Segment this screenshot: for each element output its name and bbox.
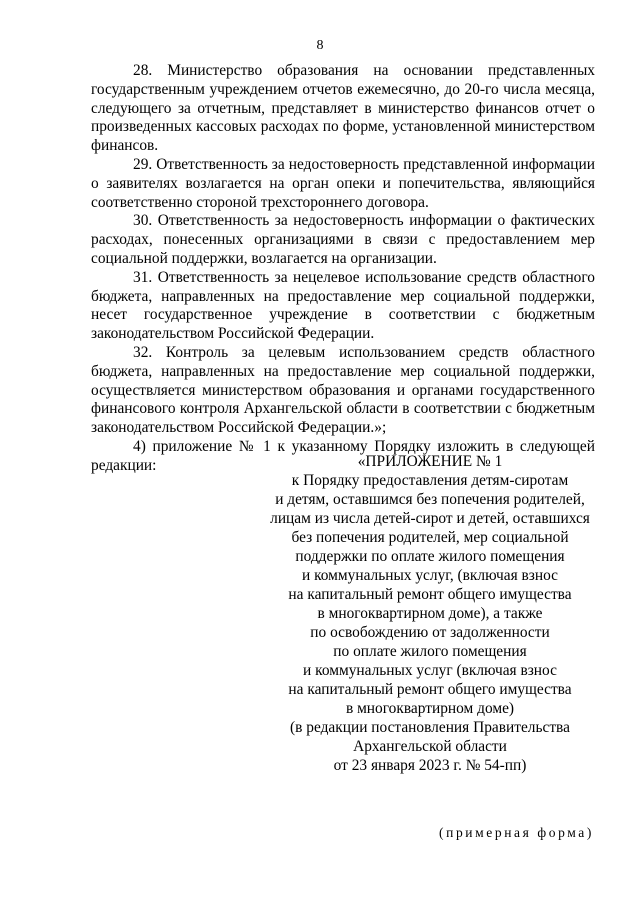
appendix-header	[260, 452, 600, 775]
appendix-line: без попечения родителей, мер социальной	[291, 529, 569, 546]
appendix-line: и коммунальных услуг, (включая взнос	[301, 567, 558, 584]
body-text	[91, 62, 595, 476]
appendix-line: от 23 января 2023 г. № 54-пп)	[333, 757, 527, 774]
appendix-line: в многоквартирном доме)	[345, 700, 515, 717]
appendix-line: лицам из числа детей-сирот и детей, оставшихся	[270, 510, 590, 527]
appendix-line: к Порядку предоставления детям-сиротам	[291, 472, 569, 489]
appendix-line: на капитальный ремонт общего имущества	[288, 681, 572, 698]
appendix-line: в многоквартирном доме), а также	[317, 605, 543, 622]
paragraph-item-4: 4) приложение № 1 к указанному Порядку изложить в следующей редакции:	[91, 437, 595, 474]
appendix-title: «ПРИЛОЖЕНИЕ № 1	[357, 453, 503, 470]
appendix-line: (в редакции постановления Правительства	[290, 719, 570, 736]
paragraph-28: 28. Министерство образования на основании представленных государственным учреждением отчетов ежемесячно, до 20-го числа месяца, следующего за отчетным, представляет в министерство финансов отчет о произведенных кассовых расходах по форме, установленной министерством финансов.	[91, 62, 595, 155]
paragraph-32: 32. Контроль за целевым использованием средств областного бюджета, направленных на предоставление мер социальной поддержки, осуществляется министерством образования и органами государственного финансового контроля Архангельской области в соответствии с бюджетным законодательством Российской Федерации.»;	[91, 343, 595, 437]
appendix-line: Архангельской области	[353, 738, 507, 755]
appendix-line: и коммунальных услуг (включая взнос	[303, 662, 557, 679]
page-number: 8	[316, 38, 324, 53]
form-type-note: (примерная форма)	[439, 825, 594, 840]
paragraph-30: 30. Ответственность за недостоверность информации о фактических расходах, понесенных организациями в связи с предоставлением мер социальной поддержки, возлагается на организации.	[91, 212, 595, 267]
appendix-line: и детям, оставшимся без попечения родителей,	[275, 491, 585, 508]
appendix-line: по освобождению от задолженности	[310, 624, 550, 641]
appendix-line: на капитальный ремонт общего имущества	[288, 586, 572, 603]
paragraph-29: 29. Ответственность за недостоверность представленной информации о заявителях возлагается на орган опеки и попечительства, являющийся соответственно стороной трехстороннего договора.	[91, 155, 595, 211]
appendix-line: по оплате жилого помещения	[333, 643, 527, 660]
appendix-line: поддержки по оплате жилого помещения	[295, 548, 565, 565]
paragraph-31: 31. Ответственность за нецелевое использование средств областного бюджета, направленных на предоставление мер социальной поддержки, несет государственное учреждение в соответствии с бюджетным законодательством Российской Федерации.	[91, 268, 595, 343]
